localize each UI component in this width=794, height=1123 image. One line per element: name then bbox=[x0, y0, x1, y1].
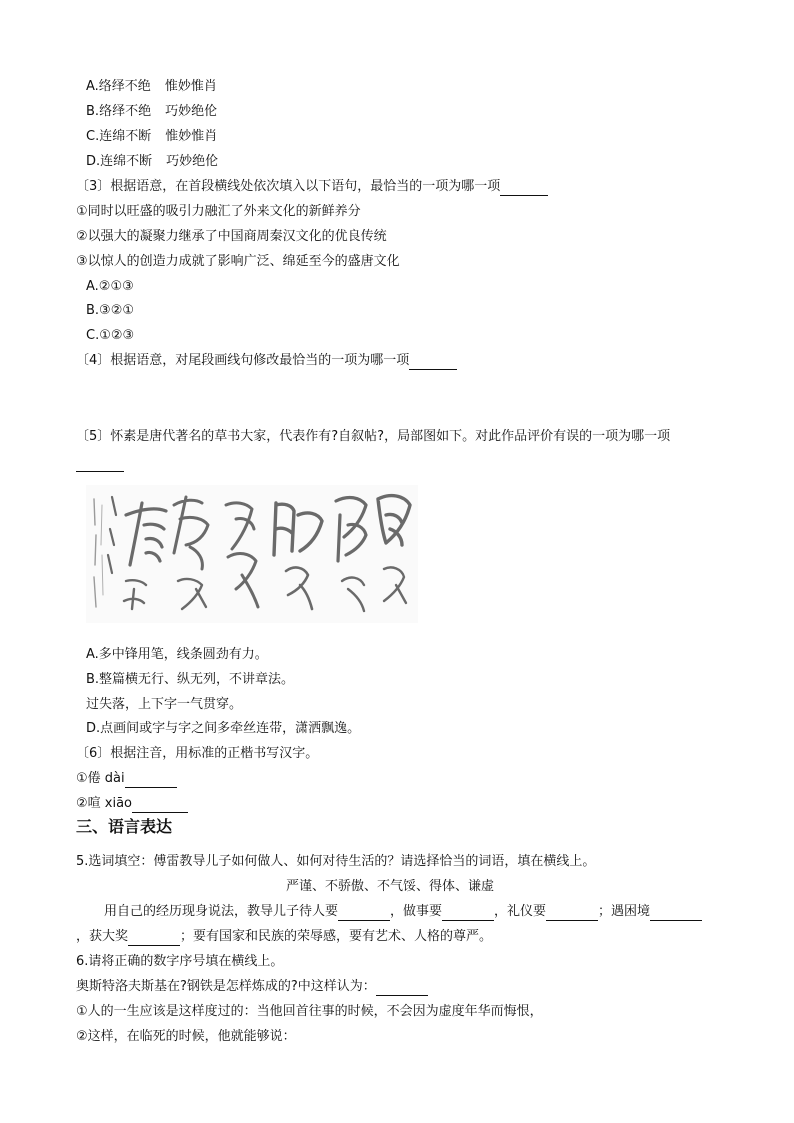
q6b-item-1: ①人的一生应该是这样度过的：当他回首往事的时候，不会因为虚度年华而悔恨， bbox=[76, 1004, 543, 1019]
q5-option-c: 过失落，上下字一气贯穿。 bbox=[86, 697, 243, 712]
q5b-blank-2[interactable] bbox=[442, 906, 494, 921]
q5-answer-blank[interactable] bbox=[76, 457, 124, 472]
calligraphy-image bbox=[86, 485, 418, 623]
q5-option-a: A.多中锋用笔，线条圆劲有力。 bbox=[86, 647, 268, 662]
option-a: A.络绎不绝 惟妙惟肖 bbox=[86, 79, 217, 94]
q3-item-1: ①同时以旺盛的吸引力融汇了外来文化的新鲜养分 bbox=[76, 204, 361, 219]
q5-option-b: B.整篇横无行、纵无列，不讲章法。 bbox=[86, 672, 295, 687]
q5b-blank-1[interactable] bbox=[338, 906, 390, 921]
q6b-line-1: 奥斯特洛夫斯基在?钢铁是怎样炼成的?中这样认为： bbox=[76, 978, 428, 996]
q3-option-c: C.①②③ bbox=[86, 328, 135, 343]
q5-option-d: D.点画间或字与字之间多牵丝连带，潇洒飘逸。 bbox=[86, 721, 361, 736]
option-b: B.络绎不绝 巧妙绝伦 bbox=[86, 104, 218, 119]
q6-blank-2[interactable] bbox=[132, 798, 188, 813]
q6-item-2: ②喧 xiāo bbox=[76, 795, 188, 813]
q5b-stem: 5.选词填空：傅雷教导儿子如何做人、如何对待生活的？请选择恰当的词语，填在横线上。 bbox=[76, 854, 596, 869]
q3-option-a: A.②①③ bbox=[86, 279, 134, 294]
section-heading: 三、语言表达 bbox=[76, 817, 173, 836]
q3-stem: 〔3〕根据语意，在首段横线处依次填入以下语句，最恰当的一项为哪一项 bbox=[76, 178, 548, 196]
q6-item-1: ①倦 dài bbox=[76, 770, 177, 788]
q3-item-3: ③以惊人的创造力成就了影响广泛、绵延至今的盛唐文化 bbox=[76, 254, 400, 269]
q6b-stem: 6.请将正确的数字序号填在横线上。 bbox=[76, 954, 284, 969]
q5b-blank-4[interactable] bbox=[650, 906, 702, 921]
q4-stem: 〔4〕根据语意，对尾段画线句修改最恰当的一项为哪一项 bbox=[76, 352, 457, 370]
q5-stem: 〔5〕怀素是唐代著名的草书大家，代表作有?自叙帖?，局部图如下。对此作品评价有误的一项为哪一项 bbox=[76, 429, 671, 444]
q5b-blank-5[interactable] bbox=[128, 931, 180, 946]
q6-stem: 〔6〕根据注音，用标准的正楷书写汉字。 bbox=[76, 746, 319, 761]
q5b-blank-3[interactable] bbox=[546, 906, 598, 921]
q3-option-b: B.③②① bbox=[86, 303, 135, 318]
option-c: C.连绵不断 惟妙惟肖 bbox=[86, 129, 218, 144]
q6-blank-1[interactable] bbox=[125, 773, 177, 788]
q3-item-2: ②以强大的凝聚力继承了中国商周秦汉文化的优良传统 bbox=[76, 229, 387, 244]
q5-answer-line[interactable] bbox=[76, 454, 124, 472]
q3-answer-blank[interactable] bbox=[500, 181, 548, 196]
q5b-word-bank: 严谨、不骄傲、不气馁、得体、谦虚 bbox=[286, 879, 495, 894]
q4-answer-blank[interactable] bbox=[409, 355, 457, 370]
option-d: D.连绵不断 巧妙绝伦 bbox=[86, 154, 219, 169]
q6b-item-2: ②这样，在临死的时候，他就能够说： bbox=[76, 1029, 296, 1044]
q5b-line-2: ，获大奖 ；要有国家和民族的荣辱感，要有艺术、人格的尊严。 bbox=[76, 929, 493, 944]
q6b-blank[interactable] bbox=[376, 981, 428, 996]
q5b-line-1: 用自己的经历现身说法，教导儿子待人要 ，做事要 ，礼仪要 ；遇困境 bbox=[104, 903, 702, 921]
